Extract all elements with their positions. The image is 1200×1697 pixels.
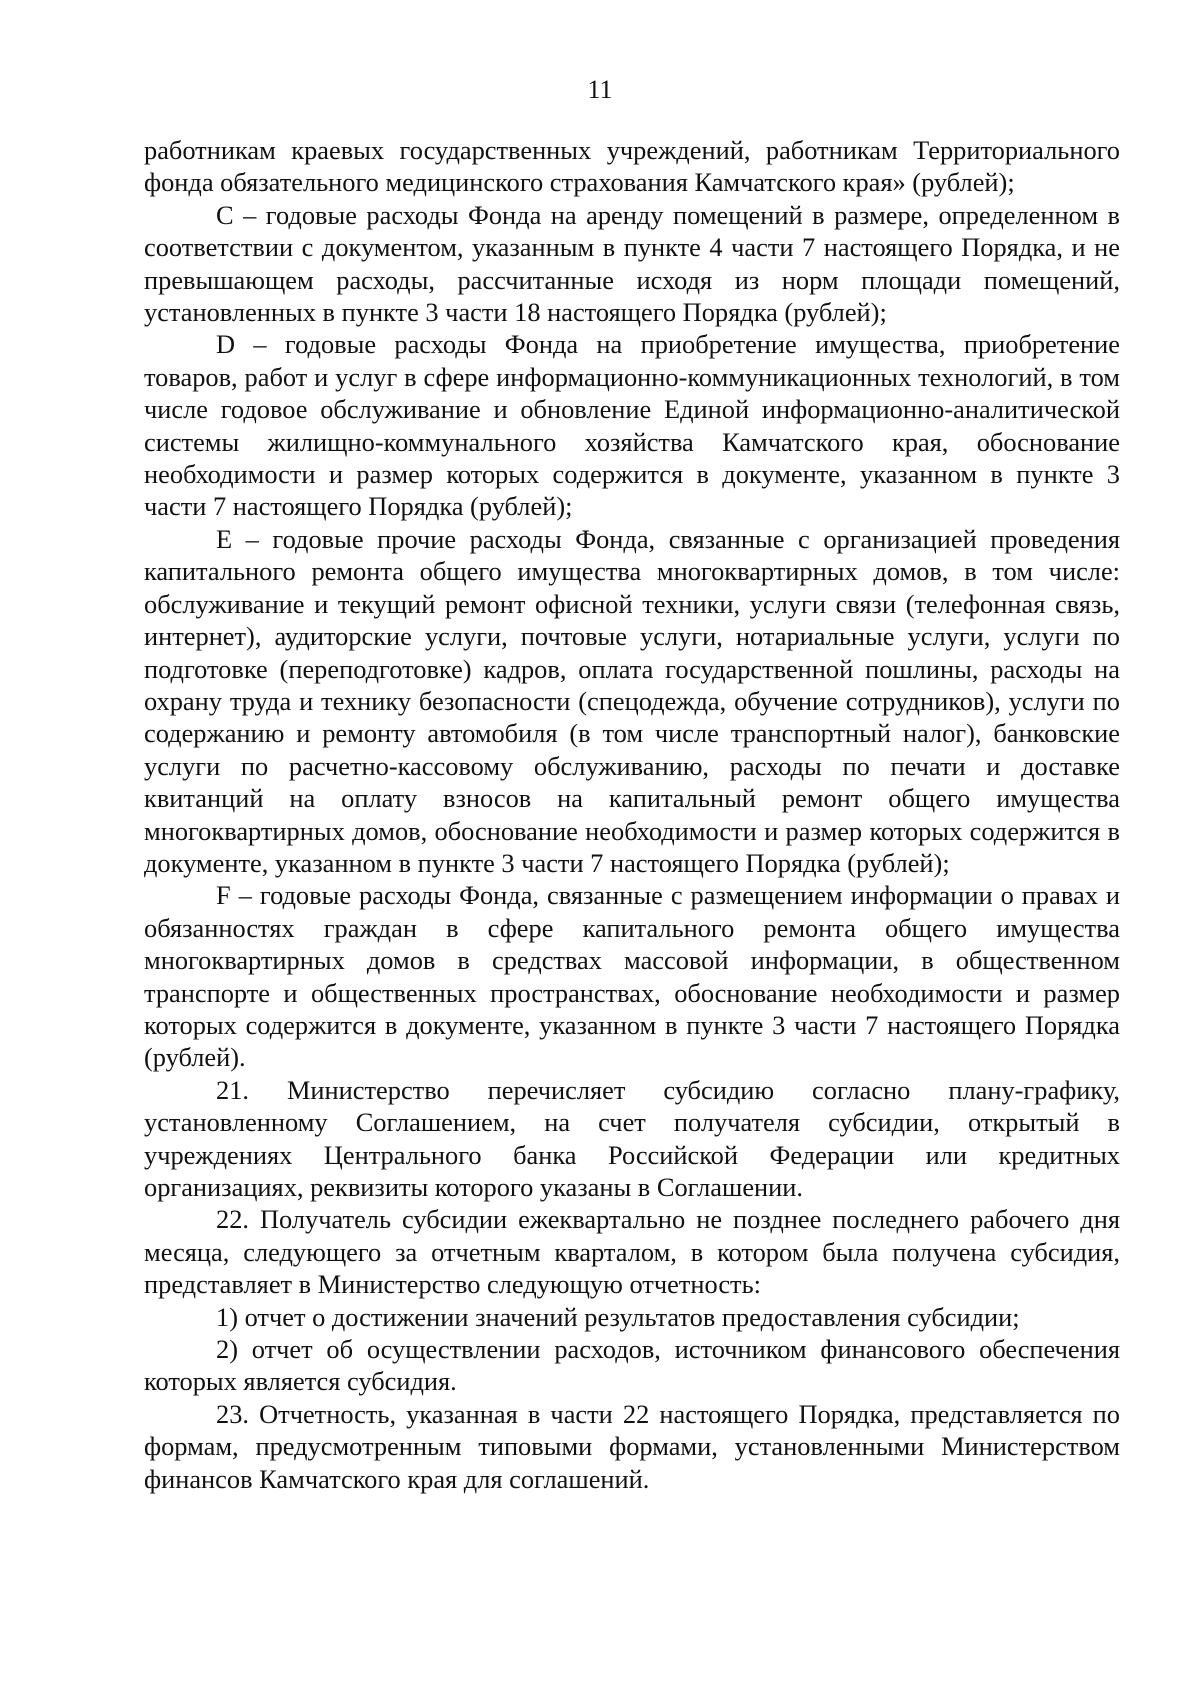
- paragraph-f-information-expenses: F – годовые расходы Фонда, связанные с размещением информации о правах и обязанностях граждан в сфере капитального ремонта общего имущества многоквартирных домов в средствах массовой информации, в общественном транспорте и общественных пространствах, обоснование необходимости и размер которых содержится в документе, указанном в пункте 3 части 7 настоящего Порядка (рублей).: [144, 880, 1120, 1073]
- paragraph-c-rent-expenses: C – годовые расходы Фонда на аренду помещений в размере, определенном в соответствии с документом, указанным в пункте 4 части 7 настоящего Порядка, и не превышающем расходы, рассчитанные исходя из норм площади помещений, установленных в пункте 3 части 18 настоящего Порядка (рублей);: [144, 199, 1120, 328]
- document-body: [144, 134, 1120, 1495]
- paragraph-d-ict-expenses: D – годовые расходы Фонда на приобретение имущества, приобретение товаров, работ и услуг в сфере информационно-коммуникационных технологий, в том числе годовое обслуживание и обновление Единой информационно-аналитической системы жилищно-коммунального хозяйства Камчатского края, обоснование необходимости и размер которых содержится в документе, указанном в пункте 3 части 7 настоящего Порядка (рублей);: [144, 329, 1120, 522]
- paragraph-21-subsidy-transfer: 21. Министерство перечисляет субсидию согласно плану-графику, установленному Соглашением, на счет получателя субсидии, открытый в учреждениях Центрального банка Российской Федерации или кредитных организациях, реквизиты которого указаны в Соглашении.: [144, 1074, 1120, 1202]
- page-number: 11: [587, 75, 613, 104]
- paragraph-22-reporting: 22. Получатель субсидии ежеквартально не позднее последнего рабочего дня месяца, следующего за отчетным кварталом, в котором была получена субсидия, представляет в Министерство следующую отчетность:: [144, 1204, 1120, 1300]
- paragraph-e-other-expenses: E – годовые прочие расходы Фонда, связанные с организацией проведения капитального ремонта общего имущества многоквартирных домов, в том числе: обслуживание и текущий ремонт офисной техники, услуги связи (телефонная связь, интернет), аудиторские услуги, почтовые услуги, нотариальные услуги, услуги по подготовке (переподготовке) кадров, оплата государственной пошлины, расходы на охрану труда и технику безопасности (спецодежда, обучение сотрудников), услуги по содержанию и ремонту автомобиля (в том числе транспортный налог), банковские услуги по расчетно-кассовому обслуживанию, расходы по печати и доставке квитанций на оплату взносов на капитальный ремонт общего имущества многоквартирных домов, обоснование необходимости и размер которых содержится в документе, указанном в пункте 3 части 7 настоящего Порядка (рублей);: [144, 523, 1120, 878]
- paragraph-23-report-forms: 23. Отчетность, указанная в части 22 настоящего Порядка, представляется по формам, предусмотренным типовыми формами, установленными Министерством финансов Камчатского края для соглашений.: [144, 1398, 1120, 1494]
- paragraph-continuation: работникам краевых государственных учреждений, работникам Территориального фонда обязательного медицинского страхования Камчатского края» (рублей);: [144, 135, 1120, 198]
- paragraph-22-item-1: 1) отчет о достижении значений результатов предоставления субсидии;: [216, 1301, 1020, 1332]
- paragraph-22-item-2: 2) отчет об осуществлении расходов, источником финансового обеспечения которых является субсидия.: [144, 1334, 1120, 1397]
